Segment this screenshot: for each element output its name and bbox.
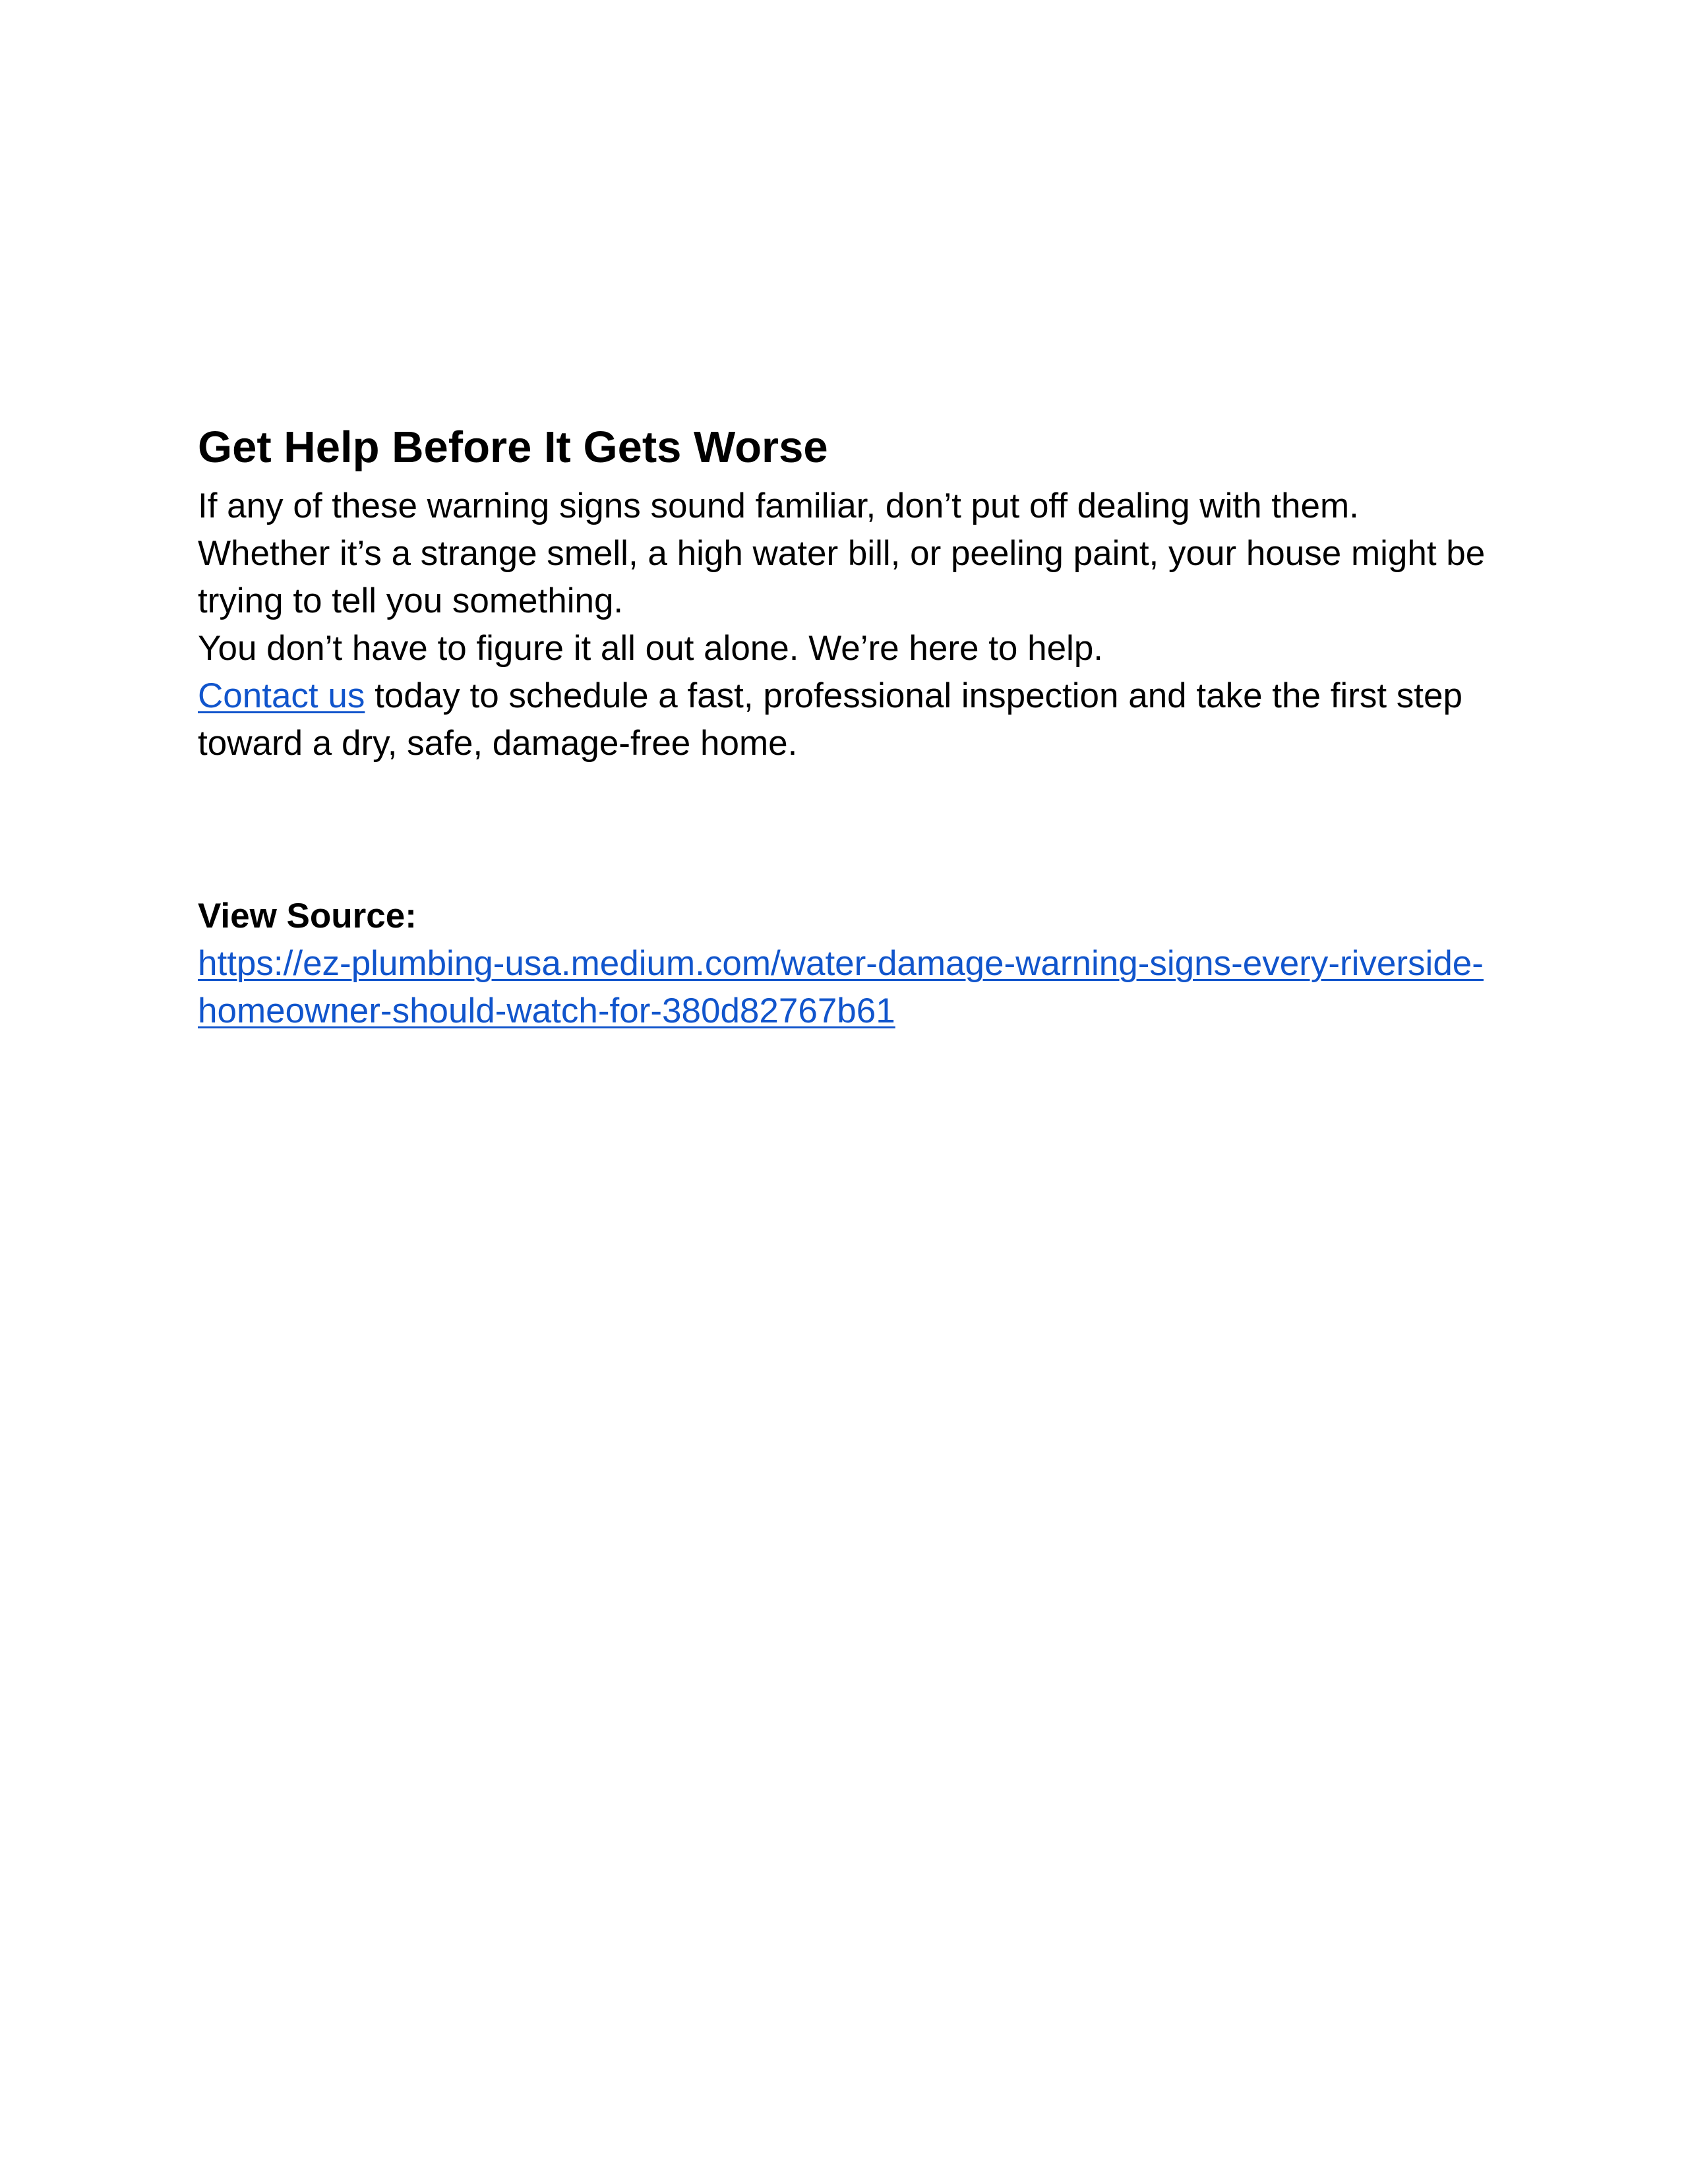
document-page	[198, 413, 1490, 1035]
source-url-line	[198, 940, 1490, 1035]
source-label: View Source:	[198, 897, 417, 935]
warning-signs-paragraph: If any of these warning signs sound familiar, don’t put off dealing with them. Whether it’s a strange smell, a high water bill, or peeling paint, your house might be trying to tell you something.	[198, 487, 1486, 620]
source-block	[198, 893, 1490, 1035]
section-heading: Get Help Before It Gets Worse	[198, 423, 828, 472]
contact-paragraph-text: today to schedule a fast, professional inspection and take the first step toward a dry, safe, damage-free home.	[198, 676, 1462, 763]
help-paragraph: You don’t have to figure it all out alone. We’re here to help.	[198, 629, 1104, 668]
contact-us-link[interactable]: Contact us	[198, 676, 365, 715]
source-url-link[interactable]: https://ez-plumbing-usa.medium.com/water-damage-warning-signs-every-riverside-homeowner-should-watch-for-380d82767b61	[198, 944, 1484, 1030]
contact-paragraph	[198, 672, 1490, 767]
